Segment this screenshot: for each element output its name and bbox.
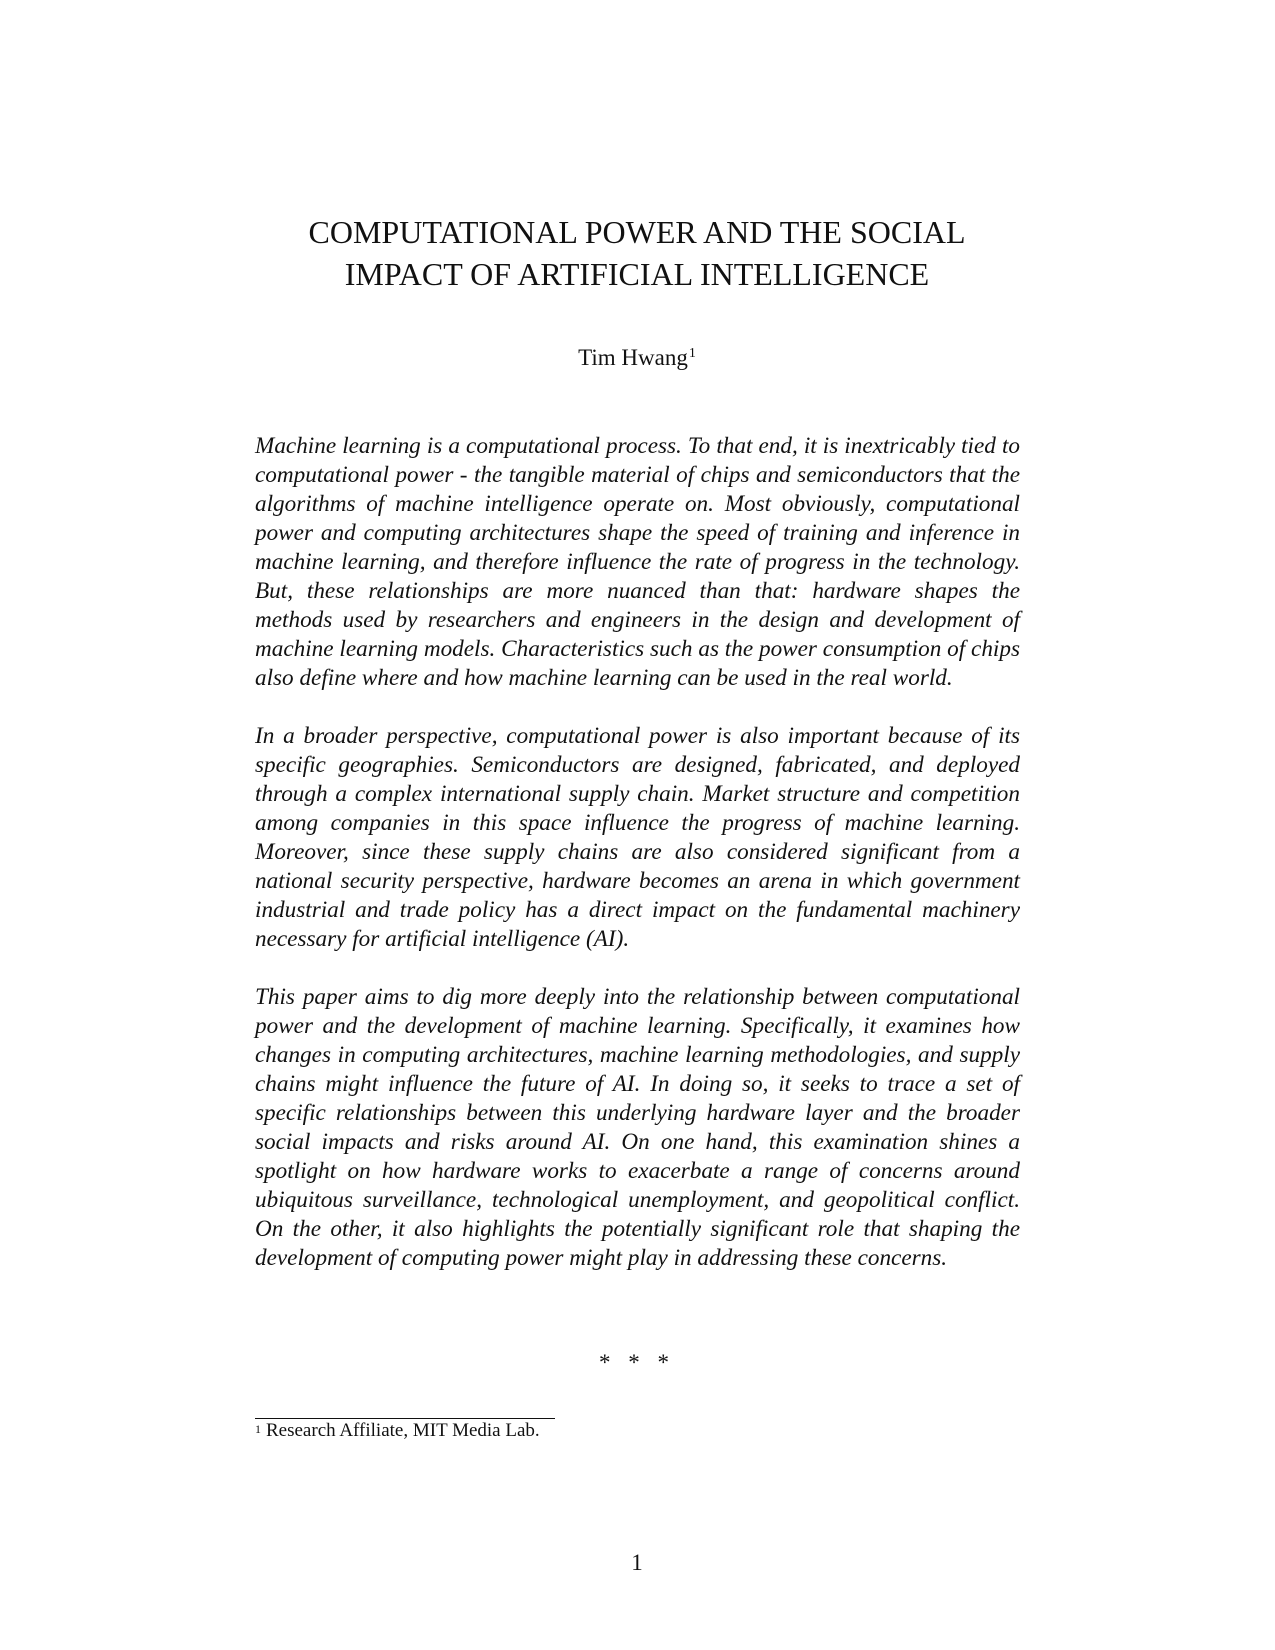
title-line: COMPUTATIONAL POWER AND THE SOCIAL <box>308 214 966 250</box>
footnote-mark: 1 <box>255 1422 261 1436</box>
author-name: Tim Hwang <box>578 345 688 370</box>
footnote-text: Research Affiliate, MIT Media Lab. <box>266 1420 540 1441</box>
section-separator: * * * <box>599 1350 675 1375</box>
abstract <box>255 432 1020 1302</box>
abstract-paragraph: In a broader perspective, computational power is also important because of its specific geographies. Semiconductors are designed, fabricated, and deployed through a complex international supply chain. Market structure and competition among companies in this space influence the progress of machine learning. Moreover, since these supply chains are also considered significant from a national security perspective, hardware becomes an arena in which government industrial and trade policy has a direct impact on the fundamental machinery necessary for artificial intelligence (AI). <box>255 723 1020 952</box>
abstract-paragraph: This paper aims to dig more deeply into the relationship between computational power and the development of machine learning. Specifically, it examines how changes in computing architectures, machine learning methodologies, and supply chains might influence the future of AI. In doing so, it seeks to trace a set of specific relationships between this underlying hardware layer and the broader social impacts and risks around AI. On one hand, this examination shines a spotlight on how hardware works to exacerbate a range of concerns around ubiquitous surveillance, technological unemployment, and geopolitical conflict. On the other, it also highlights the potentially significant role that shaping the development of computing power might play in addressing these concerns. <box>255 984 1020 1271</box>
paper-title <box>237 211 1037 295</box>
author-footnote-mark: 1 <box>688 346 696 361</box>
abstract-paragraph: Machine learning is a computational process. To that end, it is inextricably tied to computational power - the tangible material of chips and semiconductors that the algorithms of machine intelligence operate on. Most obviously, computational power and computing architectures shape the speed of training and inference in machine learning, and therefore influence the rate of progress in the technology. But, these relationships are more nuanced than that: hardware shapes the methods used by researchers and engineers in the design and development of machine learning models. Characteristics such as the power consumption of chips also define where and how machine learning can be used in the real world. <box>255 433 1020 691</box>
title-line: IMPACT OF ARTIFICIAL INTELLIGENCE <box>344 256 930 292</box>
author-line <box>237 344 1037 372</box>
footnote <box>255 1419 540 1443</box>
page-number: 1 <box>631 1550 643 1575</box>
